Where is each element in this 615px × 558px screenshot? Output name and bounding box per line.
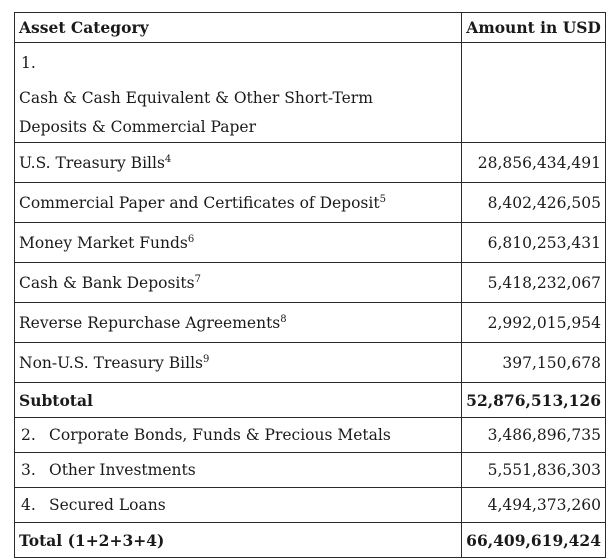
- row-amount: 2,992,015,954: [462, 303, 606, 343]
- table-row: [15, 343, 606, 383]
- row-label: Secured Loans: [49, 496, 166, 514]
- table-row: [15, 303, 606, 343]
- header-amount: Amount in USD: [462, 13, 606, 43]
- footnote-marker: 4: [164, 153, 172, 165]
- section-amount-cell: [462, 43, 606, 143]
- total-label: Total (1+2+3+4): [15, 523, 462, 558]
- row-amount: 8,402,426,505: [462, 183, 606, 223]
- subtotal-amount: 52,876,513,126: [462, 383, 606, 418]
- table-row: [15, 453, 606, 488]
- row-label: Money Market Funds: [19, 233, 188, 252]
- row-amount: 5,418,232,067: [462, 263, 606, 303]
- section-label-cell: [15, 43, 462, 143]
- row-label: Corporate Bonds, Funds & Precious Metals: [49, 426, 391, 444]
- row-amount: 28,856,434,491: [462, 143, 606, 183]
- table-header-row: [15, 13, 606, 43]
- table-row: [15, 143, 606, 183]
- row-label: Other Investments: [49, 461, 196, 479]
- subtotal-label: Subtotal: [15, 383, 462, 418]
- table-row: [15, 183, 606, 223]
- section-number: 1.: [21, 54, 36, 72]
- table-row: [15, 488, 606, 523]
- section-label: Cash & Cash Equivalent & Other Short-Term Deposits & Commercial Paper: [19, 89, 373, 136]
- row-amount: 397,150,678: [462, 343, 606, 383]
- row-label: Reverse Repurchase Agreements: [19, 313, 281, 332]
- asset-table: [14, 12, 606, 558]
- row-amount: 4,494,373,260: [462, 488, 606, 523]
- row-amount: 5,551,836,303: [462, 453, 606, 488]
- footnote-marker: 9: [203, 353, 210, 365]
- footnote-marker: 6: [187, 233, 195, 245]
- subtotal-row: [15, 383, 606, 418]
- row-label: Cash & Bank Deposits: [19, 273, 195, 292]
- table-row: [15, 223, 606, 263]
- header-asset-category: Asset Category: [15, 13, 462, 43]
- row-amount: 6,810,253,431: [462, 223, 606, 263]
- row-label: Non-U.S. Treasury Bills: [19, 353, 204, 372]
- row-number: 4.: [21, 496, 36, 514]
- row-amount: 3,486,896,735: [462, 418, 606, 453]
- row-number: 2.: [21, 426, 36, 444]
- table-row: [15, 418, 606, 453]
- row-number: 3.: [21, 461, 36, 479]
- total-row: [15, 523, 606, 558]
- table-row: [15, 263, 606, 303]
- row-label: U.S. Treasury Bills: [19, 153, 165, 172]
- footnote-marker: 7: [194, 273, 201, 285]
- footnote-marker: 8: [280, 313, 287, 325]
- footnote-marker: 5: [379, 193, 386, 205]
- section-row: [15, 43, 606, 143]
- total-amount: 66,409,619,424: [462, 523, 606, 558]
- row-label: Commercial Paper and Certificates of Deposit: [19, 193, 380, 212]
